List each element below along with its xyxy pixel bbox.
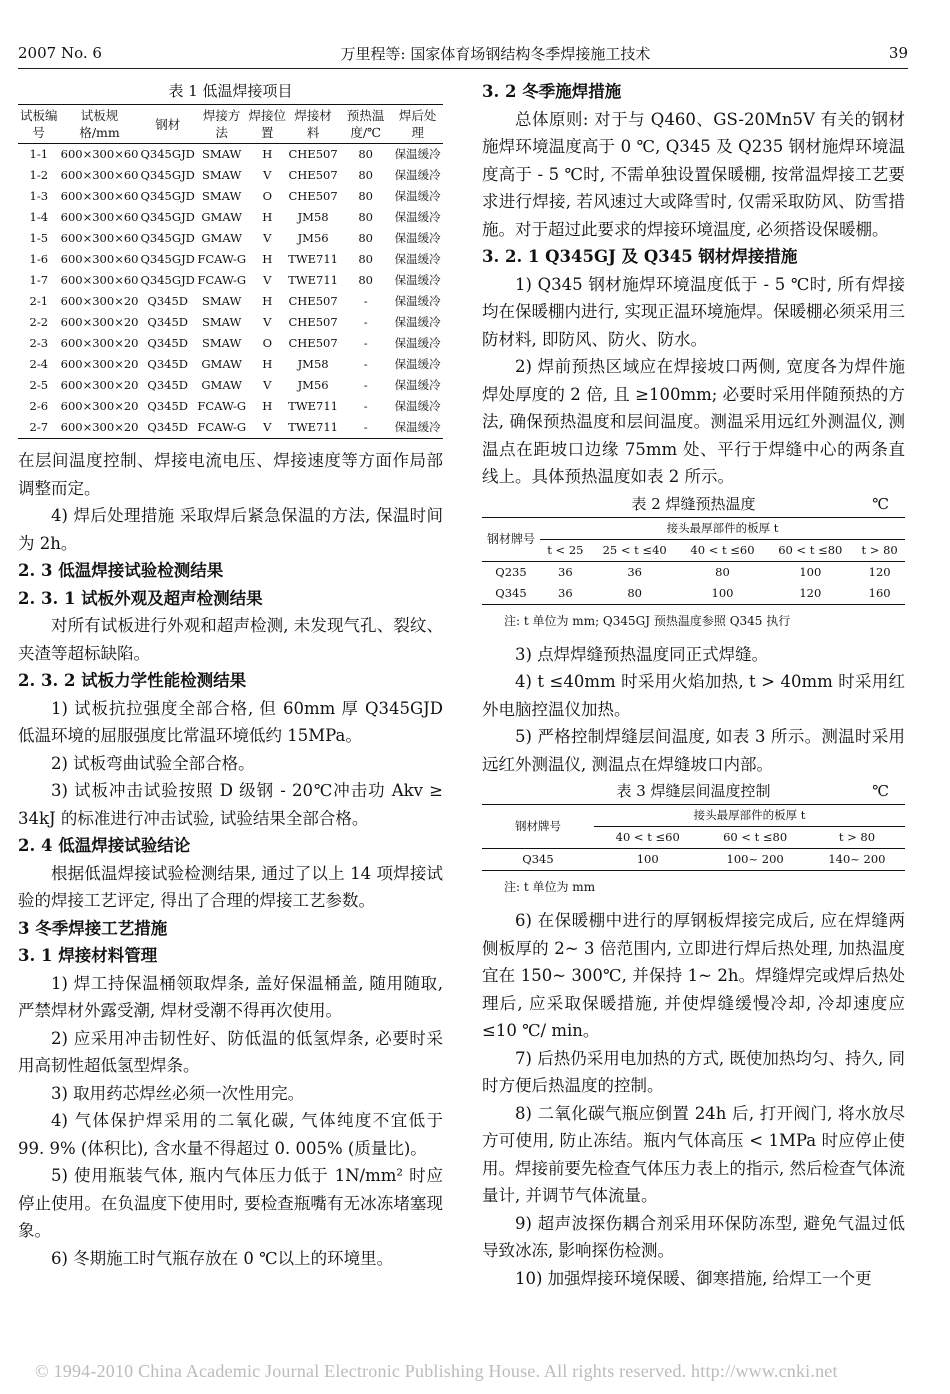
paragraph: 1) 焊工持保温桶领取焊条, 盖好保温桶盖, 随用随取, 严禁焊材外露受潮, 焊材受潮不得再次使用。 (18, 973, 443, 1020)
table-cell: 36 (558, 564, 573, 579)
table-cell: 80 (715, 564, 730, 579)
paragraph: 1) 试板抗拉强度全部合格, 但 60mm 厚 Q345GJD 低温环境的屈服强度比常温环境低约 15MPa。 (18, 698, 443, 745)
table-cell: GMAW (201, 378, 242, 392)
table2-column-header: t > 80 (861, 542, 898, 557)
table-cell: 100 (636, 852, 659, 866)
table3-column-header: t > 80 (838, 830, 876, 844)
table-cell: - (363, 294, 368, 308)
table-cell: - (363, 357, 368, 371)
table1-body (18, 144, 443, 439)
table-row (18, 249, 443, 270)
table-cell: 100 (799, 564, 822, 579)
table-cell: V (263, 231, 272, 245)
paragraph: 3) 试板冲击试验按照 D 级钢 - 20℃冲击功 Akv ≥ 34kJ 的标准进行冲击试验, 试验结果全部合格。 (18, 781, 443, 828)
table2-body (482, 561, 905, 604)
table-cell: JM58 (297, 210, 329, 224)
table-cell: 2-6 (29, 399, 49, 413)
table-cell: CHE507 (288, 315, 338, 329)
table-cell: 80 (358, 273, 373, 287)
table1-header-cell: 试板规格/mm (79, 108, 120, 140)
page-number: 39 (888, 44, 908, 62)
table-cell: 保温缓冷 (394, 273, 441, 287)
section-heading: 3. 2. 1 Q345GJ 及 Q345 钢材焊接措施 (482, 247, 798, 266)
table-cell: SMAW (202, 315, 242, 329)
table-cell: TWE711 (288, 273, 338, 287)
table-cell: 80 (358, 252, 373, 266)
table-cell: 保温缓冷 (394, 315, 441, 329)
table-cell: SMAW (202, 147, 242, 161)
table-cell: H (262, 399, 273, 413)
table-row (18, 396, 443, 417)
table1-header-row (18, 105, 443, 144)
table-cell: - (363, 378, 368, 392)
table-cell: 36 (627, 564, 642, 579)
section-heading: 3. 1 焊接材料管理 (18, 946, 158, 965)
table-row (18, 354, 443, 375)
paragraph: 2) 应采用冲击韧性好、防低温的低氢焊条, 必要时采用高韧性超低氢型焊条。 (18, 1028, 443, 1075)
table-cell: TWE711 (288, 252, 338, 266)
table3-column-header: 40 < t ≤60 (615, 830, 680, 844)
table-cell: 140~ 200 (828, 852, 886, 866)
table-cell: H (262, 147, 273, 161)
table-cell: 600×300×60 (60, 273, 139, 287)
paragraph: 9) 超声波探伤耦合剂采用环保防冻型, 避免气温过低导致冰冻, 影响探伤检测。 (482, 1213, 905, 1260)
table-cell: Q345D (147, 420, 188, 434)
table-cell: 600×300×20 (60, 420, 139, 434)
table2-unit: ℃ (872, 494, 889, 513)
table-cell: 2-2 (29, 315, 49, 329)
table1-caption: 表 1 低温焊接项目 (168, 82, 293, 100)
paragraph: 在层间温度控制、焊接电流电压、焊接速度等方面作局部调整而定。 (18, 451, 443, 498)
table-cell: 2-3 (29, 336, 49, 350)
table-row (482, 583, 905, 605)
table3 (482, 804, 905, 871)
table-cell: - (363, 315, 368, 329)
table-cell: Q345GJD (140, 147, 195, 161)
table-cell: 1-6 (29, 252, 49, 266)
table2-caption (482, 493, 905, 515)
table-cell: 2-5 (29, 378, 49, 392)
table-cell: Q345D (147, 357, 188, 371)
table1-header-cell: 钢材 (155, 116, 181, 132)
table2-caption-text: 表 2 焊缝预热温度 (631, 494, 756, 513)
table-cell: FCAW-G (197, 273, 247, 287)
table-cell: 保温缓冷 (394, 378, 441, 392)
table1-header-cell: 焊接材料 (294, 108, 332, 140)
table-cell: SMAW (202, 189, 242, 203)
running-header (18, 40, 908, 66)
table-cell: Q345 (522, 852, 554, 866)
table-cell: JM56 (297, 378, 329, 392)
table-row (482, 849, 905, 871)
table1-header-cell: 焊接方法 (202, 108, 241, 140)
table-cell: O (262, 336, 272, 350)
table-cell: Q345GJD (140, 273, 195, 287)
table-cell: H (262, 294, 273, 308)
table-cell: 600×300×20 (60, 294, 139, 308)
table-cell: 保温缓冷 (394, 399, 441, 413)
table-cell: Q345D (147, 315, 188, 329)
table2-column-header: t < 25 (547, 542, 584, 557)
table-cell: Q345GJD (140, 252, 195, 266)
table3-caption-text: 表 3 焊缝层间温度控制 (616, 782, 771, 800)
paragraph: 对所有试板进行外观和超声检测, 未发现气孔、裂纹、夹渣等超标缺陷。 (18, 616, 443, 663)
table-cell: 600×300×60 (60, 168, 139, 182)
left-column (18, 78, 443, 1272)
table3-body (482, 849, 905, 871)
table3-group-header: 接头最厚部件的板厚 t (594, 805, 905, 827)
section-heading: 2. 3. 2 试板力学性能检测结果 (18, 671, 247, 690)
table2 (482, 517, 905, 605)
paragraph: 2) 试板弯曲试验全部合格。 (51, 753, 255, 773)
table-cell: Q235 (495, 564, 527, 579)
table-cell: 1-7 (29, 273, 49, 287)
paragraph: 1) Q345 钢材施焊环境温度低于 - 5 ℃时, 所有焊接均在保暖棚内进行, 实现正温环境施焊。保暖棚必须采用三防材料, 即防风、防火、防水。 (482, 274, 905, 349)
table-cell: 160 (868, 585, 891, 600)
paragraph: 根据低温焊接试验检测结果, 通过了以上 14 项焊接试验的焊接工艺评定, 得出了合理的焊接工艺参数。 (18, 863, 443, 910)
table-cell: V (263, 315, 272, 329)
table-cell: TWE711 (288, 399, 338, 413)
table-cell: 600×300×60 (60, 210, 139, 224)
section-heading: 2. 3. 1 试板外观及超声检测结果 (18, 588, 263, 608)
table-row (18, 375, 443, 396)
table-cell: GMAW (201, 231, 242, 245)
table-cell: 600×300×60 (60, 231, 139, 245)
table2-column-row (482, 539, 905, 561)
paragraph: 5) 使用瓶装气体, 瓶内气体压力低于 1N/mm² 时应停止使用。在负温度下使用时, 要检查瓶嘴有无冰冻堵塞现象。 (18, 1166, 443, 1240)
table-cell: 80 (627, 585, 642, 600)
table-cell: H (262, 252, 273, 266)
table-cell: V (263, 420, 272, 434)
table-cell: 1-2 (29, 168, 49, 182)
table-cell: Q345D (147, 399, 188, 413)
table-cell: SMAW (202, 168, 242, 182)
table-cell: 36 (558, 585, 573, 600)
table-cell: Q345GJD (140, 210, 195, 224)
table2-column-header: 40 < t ≤60 (690, 542, 755, 557)
table3-column-header: 60 < t ≤80 (723, 830, 788, 844)
table-cell: SMAW (202, 336, 242, 350)
table-cell: V (263, 168, 272, 182)
table1 (18, 104, 443, 439)
table-cell: FCAW-G (197, 252, 247, 266)
table-cell: Q345D (147, 294, 188, 308)
paragraph: 2) 焊前预热区域应在焊接坡口两侧, 宽度各为焊件施焊处厚度的 2 倍, 且 ≥100mm; 必要时采用伴随预热的方法, 确保预热温度和层间温度。测温采用远红外测温仪, 测温点在距坡口边缘 75mm 处、平行于焊缝中心的两条直线上。具体预热温度如表 2 所示。 (482, 357, 905, 486)
table-cell: JM56 (297, 231, 329, 245)
table1-header-cell: 焊后处理 (398, 108, 437, 140)
table-cell: 600×300×20 (60, 378, 139, 392)
table-cell: 保温缓冷 (394, 231, 441, 245)
table-cell: Q345GJD (140, 231, 195, 245)
table-row (18, 333, 443, 354)
table-cell: 保温缓冷 (394, 252, 441, 266)
table-row (18, 186, 443, 207)
table-cell: 1-5 (29, 231, 49, 245)
table-row (18, 228, 443, 249)
issue-label: 2007 No. 6 (18, 44, 102, 62)
copyright-watermark: © 1994-2010 China Academic Journal Electronic Publishing House. All rights reserved. http://www.cnki.net (35, 1361, 838, 1381)
table-cell: CHE507 (288, 336, 338, 350)
table-cell: FCAW-G (197, 399, 247, 413)
table-row (18, 417, 443, 439)
table-cell: 80 (358, 210, 373, 224)
table-cell: SMAW (202, 294, 242, 308)
table3-caption (482, 780, 905, 802)
table-row (18, 207, 443, 228)
table1-header-cell: 焊接位置 (248, 108, 287, 140)
table-cell: 120 (799, 585, 822, 600)
table-cell: CHE507 (288, 294, 338, 308)
table-cell: O (262, 189, 272, 203)
table-cell: CHE507 (288, 168, 338, 182)
table-cell: - (363, 399, 368, 413)
table3-note: 注: t 单位为 mm (504, 880, 596, 894)
paragraph: 4) 气体保护焊采用的二氧化碳, 气体纯度不宜低于 99. 9% (体积比), 含水量不得超过 0. 005% (质量比)。 (18, 1111, 443, 1158)
table-cell: 保温缓冷 (394, 420, 441, 434)
table-cell: - (363, 420, 368, 434)
table-cell: 120 (868, 564, 891, 579)
table-cell: Q345 (495, 585, 527, 600)
section-heading: 2. 3 低温焊接试验检测结果 (18, 561, 224, 580)
table2-note: 注: t 单位为 mm; Q345GJ 预热温度参照 Q345 执行 (504, 613, 791, 628)
table-cell: 600×300×60 (60, 147, 139, 161)
paragraph: 6) 在保暖棚中进行的厚钢板焊接完成后, 应在焊缝两侧板厚的 2~ 3 倍范围内, 立即进行焊后热处理, 加热温度宜在 150~ 300℃, 并保持 1~ 2h。焊缝焊完或焊后热处理后, 应采取保暖措施, 并使焊缝缓慢冷却, 冷却速度应 ≤10 ℃/ min。 (482, 911, 905, 1040)
table-cell: Q345D (147, 378, 188, 392)
table-cell: 保温缓冷 (394, 294, 441, 308)
table-cell: 保温缓冷 (394, 357, 441, 371)
paragraph: 6) 冬期施工时气瓶存放在 0 ℃以上的环境里。 (51, 1248, 394, 1268)
table-row (18, 312, 443, 333)
table3-col0: 钢材牌号 (482, 805, 594, 849)
header-rule (18, 68, 908, 69)
table2-column-header: 60 < t ≤80 (778, 542, 843, 557)
paragraph: 3) 点焊焊缝预热温度同正式焊缝。 (515, 644, 769, 664)
table1-header-cell: 预热温度/℃ (346, 108, 385, 140)
table-cell: V (263, 378, 272, 392)
table2-column-header: 25 < t ≤40 (602, 542, 667, 557)
section-heading: 3. 2 冬季施焊措施 (482, 82, 622, 101)
table-cell: 600×300×20 (60, 357, 139, 371)
table-row (18, 270, 443, 291)
table-cell: 100~ 200 (726, 852, 784, 866)
table1-header-cell: 试板编号 (20, 108, 58, 140)
table-cell: CHE507 (288, 147, 338, 161)
table-cell: CHE507 (288, 189, 338, 203)
table3-unit: ℃ (872, 782, 889, 800)
table-cell: Q345GJD (140, 168, 195, 182)
table-cell: 2-7 (29, 420, 49, 434)
paragraph: 10) 加强焊接环境保暖、御寒措施, 给焊工一个更 (515, 1268, 872, 1288)
section-heading: 3 冬季焊接工艺措施 (18, 918, 168, 938)
table2-col0: 钢材牌号 (482, 517, 540, 561)
table-cell: 保温缓冷 (394, 189, 441, 203)
table-cell: TWE711 (288, 420, 338, 434)
table-cell: 2-4 (29, 357, 49, 371)
table-cell: 1-1 (29, 147, 49, 161)
table-cell: 100 (711, 585, 734, 600)
table-cell: 600×300×20 (60, 336, 139, 350)
table-row (18, 291, 443, 312)
paragraph: 4) t ≤40mm 时采用火焰加热, t > 40mm 时采用红外电脑控温仪加热。 (482, 672, 905, 719)
table-cell: Q345GJD (140, 189, 195, 203)
table-cell: 保温缓冷 (394, 168, 441, 182)
paragraph: 5) 严格控制焊缝层间温度, 如表 3 所示。测温时采用远红外测温仪, 测温点在焊缝坡口内部。 (482, 727, 905, 774)
table-row (482, 561, 905, 583)
table-cell: - (363, 336, 368, 350)
table-cell: 保温缓冷 (394, 336, 441, 350)
table-cell: 600×300×60 (60, 252, 139, 266)
table-cell: GMAW (201, 210, 242, 224)
running-title: 万里程等: 国家体育场钢结构冬季焊接施工技术 (340, 44, 651, 63)
table-cell: FCAW-G (197, 420, 247, 434)
table-cell: Q345D (147, 336, 188, 350)
table-cell: 1-4 (29, 210, 49, 224)
table-cell: GMAW (201, 357, 242, 371)
paragraph: 3) 取用药芯焊丝必须一次性用完。 (51, 1083, 305, 1103)
table-cell: 80 (358, 168, 373, 182)
table-cell: 600×300×20 (60, 315, 139, 329)
table-row (18, 165, 443, 186)
table-cell: JM58 (297, 357, 329, 371)
table-cell: 2-1 (29, 294, 49, 308)
table-row (18, 144, 443, 166)
table2-group-header: 接头最厚部件的板厚 t (540, 517, 905, 539)
table-cell: H (262, 210, 273, 224)
table-cell: 保温缓冷 (394, 147, 441, 161)
table-cell: 1-3 (29, 189, 49, 203)
table-cell: 600×300×60 (60, 189, 139, 203)
table-cell: 80 (358, 147, 373, 161)
paragraph: 4) 焊后处理措施 采取焊后紧急保温的方法, 保温时间为 2h。 (18, 506, 443, 553)
table-cell: 80 (358, 231, 373, 245)
table-cell: 80 (358, 189, 373, 203)
paragraph: 7) 后热仍采用电加热的方式, 既使加热均匀、持久, 同时方便后热温度的控制。 (482, 1048, 905, 1095)
table-cell: V (263, 273, 272, 287)
right-column (482, 78, 905, 1292)
paragraph: 8) 二氧化碳气瓶应倒置 24h 后, 打开阀门, 将水放尽方可使用, 防止冻结。瓶内气体高压 < 1MPa 时应停止使用。焊接前要先检查气体压力表上的指示, 然后检查气体流量计, 并调节气体流量。 (482, 1103, 905, 1205)
paragraph: 总体原则: 对于与 Q460、GS-20Mn5V 有关的钢材施焊环境温度高于 0 ℃, Q345 及 Q235 钢材施焊环境温度高于 - 5 ℃时, 不需单独设置保暖棚, 按常温焊接工艺要求进行焊接, 若风速过大或降雪时, 仅需采取防风、防雪措施。对于超过此要求的焊接环境温度, 必须搭设保暖棚。 (482, 109, 905, 239)
table-cell: H (262, 357, 273, 371)
table-cell: 保温缓冷 (394, 210, 441, 224)
table-cell: 600×300×20 (60, 399, 139, 413)
section-heading: 2. 4 低温焊接试验结论 (18, 836, 191, 855)
